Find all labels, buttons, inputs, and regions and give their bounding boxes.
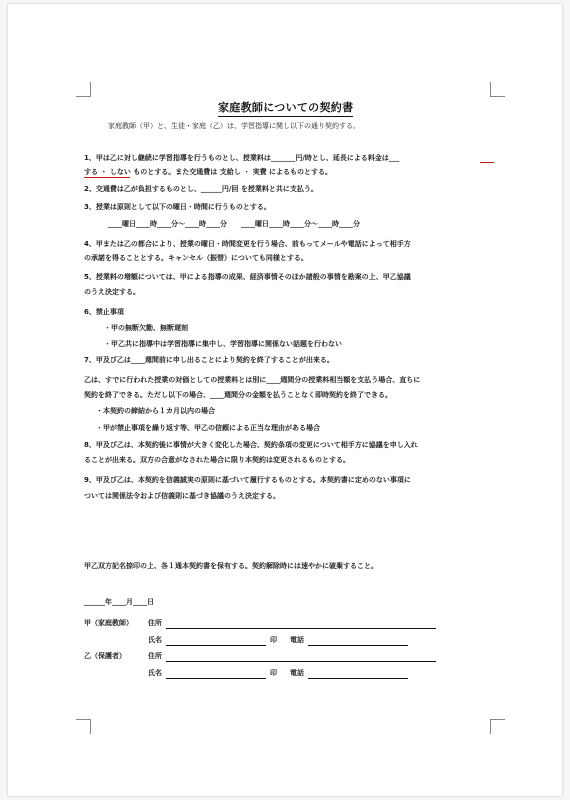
party-b-phone-label: 電話 <box>290 669 304 677</box>
clause-line: 2、交通費は乙が負担するものとし、______円/回 を授業料と共に支払う。 <box>84 185 318 193</box>
party-a-phone-label: 電話 <box>290 636 304 644</box>
clause-line: ついては関係法令および信義則に基づき協議のうえ決定する。 <box>84 492 280 500</box>
party-b-name-line <box>166 678 266 679</box>
party-b-seal-label: 印 <box>270 669 277 677</box>
clause-line: 4、甲または乙の都合により、授業の曜日・時間変更を行う場合、前もってメールや電話によって相手方 <box>84 240 411 248</box>
clause-line: 7、甲及び乙は____週間前に申し出ることにより契約を終了することが出来る。 <box>84 356 334 364</box>
party-b-address-line <box>166 661 436 662</box>
clause-line: のうえ決定する。 <box>84 288 140 296</box>
clause-line: する ・ しない ものとする。また交通費は 支給し ・ 実費 によるものとする。 <box>84 168 333 176</box>
crop-mark-bottom-right <box>490 719 505 734</box>
date-line: ______年____月____日 <box>84 598 154 606</box>
clause-line: 1、甲は乙に対し継続に学習指導を行うものとし、授業料は_______円/時とし、延長による料金は___ <box>84 154 400 162</box>
clause-line: ・本契約の締結から１カ月以内の場合 <box>96 407 215 415</box>
clause-line: 8、甲及び乙は、本契約後に事情が大きく変化した場合、契約条項の変更について相手方に協議を申し入れ <box>84 441 418 449</box>
party-a-phone-line <box>308 645 408 646</box>
party-b-phone-line <box>308 678 408 679</box>
clause-line: ・甲の無断欠勤、無断遅刻 <box>104 324 188 332</box>
party-a-address-label: 住所 <box>148 619 162 627</box>
crop-mark-top-right <box>490 82 505 97</box>
spellcheck-underline <box>84 177 130 178</box>
clause-line: 9、甲及び乙は、本契約を信義誠実の原則に基づいて履行するものとする。本契約書に定めのない事項に <box>84 476 411 484</box>
party-a-label: 甲（家庭教師） <box>84 619 133 627</box>
clause-line: ・甲乙共に指導中は学習指導に集中し、学習指導に関係ない話題を行わない <box>104 340 342 348</box>
party-b-label: 乙（保護者） <box>84 652 126 660</box>
party-a-address-line <box>166 628 436 629</box>
clause-line: ____曜日____時____分〜____時____分 ____曜日____時____分〜____時____分 <box>108 220 360 228</box>
clause-line: ・甲が禁止事項を繰り返す等、甲乙の信頼による正当な理由がある場合 <box>96 424 320 432</box>
clause-line: 3、授業は原則として以下の曜日・時間に行うものとする。 <box>84 203 271 211</box>
clause-line: の承諾を得ることとする。キャンセル（振替）についても同様とする。 <box>84 254 308 262</box>
spellcheck-underline <box>480 162 494 163</box>
closing-statement: 甲乙双方記名捺印の上、各１通本契約書を保有する。契約解除時には速やかに破棄すること。 <box>84 562 378 570</box>
party-a-seal-label: 印 <box>270 636 277 644</box>
clause-line: ることが出来る。双方の合意がなされた場合に限り本契約は変更されるものとする。 <box>84 456 350 464</box>
document-page <box>8 4 562 796</box>
crop-mark-top-left <box>76 82 91 97</box>
clause-line: 5、授業料の増額については、甲による指導の成果、経済事情そのほか諸般の事情を勘案の上、甲乙協議 <box>84 273 411 281</box>
clause-line: 6、禁止事項 <box>84 308 124 316</box>
clause-line: 乙は、すでに行われた授業の対価としての授業料とは別に____週間分の授業料相当額を支払う場合、直ちに <box>84 376 421 384</box>
crop-mark-bottom-left <box>76 719 91 734</box>
document-intro: 家庭教師（甲）と、生徒・家庭（乙）は、学習指導に関し以下の通り契約する。 <box>108 122 360 130</box>
document-title: 家庭教師についての契約書 <box>218 99 353 117</box>
party-b-name-label: 氏名 <box>148 669 162 677</box>
party-a-name-label: 氏名 <box>148 636 162 644</box>
party-a-name-line <box>166 645 266 646</box>
clause-line: 契約を終了できる。ただし以下の場合、____週間分の金額を払うことなく即時契約を終了できる。 <box>84 391 392 399</box>
party-b-address-label: 住所 <box>148 652 162 660</box>
